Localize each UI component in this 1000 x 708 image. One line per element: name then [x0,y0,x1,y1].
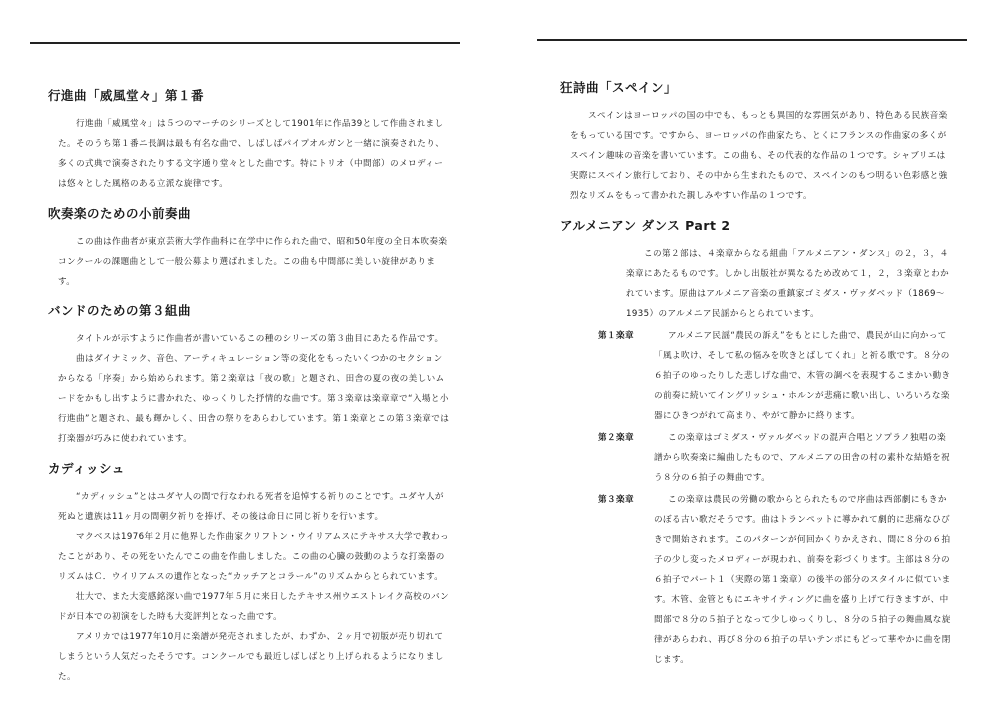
section-third-suite [44,301,454,449]
section-kaddish [44,459,454,687]
section-title: 行進曲「威風堂々」第１番 [48,88,205,103]
movement-label: 第３楽章 [598,495,634,505]
section-title: バンドのための第３組曲 [48,303,192,318]
movement-3 [556,490,956,670]
armenian-intro: この第２部は、４楽章からなる組曲「アルメニアン・ダンス」の２，３，４楽章にあたるものです。しかし出版社が異なるため改めて１，２，３楽章とわかれています。原曲はアルメニア音楽の重鎮家ゴミダス・ヴァダベッド（1869～1935）のアルメニア民謡からとられています。 [626,249,950,319]
section-title: アルメニアン ダンス Part 2 [560,218,731,233]
movement-text: アルメニア民謡“農民の訴え”をもとにした曲で、農民が山に向かって「風よ吹け、そして私の悩みを吹きとばしてくれ」と祈る歌です。８分の６拍子のゆったりした悲しげな曲で、木管の調べを表現するこまかい動きの前奏に続いてイングリッシュ・ホルンが悲痛に歌い出し、いろいろな楽器にひきつがれて高まり、やがて静かに終ります。 [654,331,951,421]
movement-2 [556,428,956,488]
section-paragraph: スペインはヨーロッパの国の中でも、もっとも異国的な雰囲気があり、特色ある民族音楽をもっている国です。ですから、ヨーロッパの作曲家たち、とくにフランスの作曲家の多くがスペイン趣味の音楽を書いています。この曲も、その代表的な作品の１つです。シャブリエは実際にスペイン旅行しており、その中から生まれたもので、スペインのもつ明るい色彩感と強烈なリズムをもって書かれた親しみやすい作品の１つです。 [570,111,948,201]
movement-text: この楽章は農民の労働の歌からとられたもので序曲は西部劇にもきかのぼる古い歌だそうです。曲はトランペットに導かれて劇的に悲痛なひびきで開始されます。このパターンが何回かくりかえされ、間に８分の６拍子の少し変ったメロディーが現われ、前奏を彩づくります。主部は８分の６拍子でパート１（実際の第１楽章）の後半の部分のスタイルに似ています。木管、金管ともにエキサイティングに曲を盛り上げて行きますが、中間部で８分の５拍子となって少しゆっくりし、８分の５拍子の舞曲風な旋律があらわれ、再び８分の６拍子の早いテンポにもどって華やかに曲を閉じます。 [654,495,951,665]
section-paragraph: 曲はダイナミック、音色、アーティキュレーション等の変化をもったいくつかのセクションからなる「序奏」から始められます。第２楽章は「夜の歌」と題され、田舎の夏の夜の美しいムードをかもし出すように書かれた、ゆっくりした抒情的な曲です。第３楽章は楽章章で“入場と小行進曲”と題され、最も輝かしく、田舎の祭りをあらわしています。第１楽章とこの第３楽章では打楽器が巧みに使われています。 [58,354,450,444]
left-column [44,86,454,697]
section-espana [556,78,956,206]
right-column [556,78,956,680]
movement-label: 第１楽章 [598,331,634,341]
section-paragraph: アメリカでは1977年10月に楽譜が発売されましたが、わずか、２ヶ月で初版が売り切れてしまうという人気だったそうです。コンクールでも最近しばしばとり上げられるようになりました。 [58,632,444,682]
header-rule-right [537,39,967,41]
movement-text: この楽章はゴミダス・ヴァルダベッドの混声合唱とソプラノ独唱の楽譜から吹奏楽に編曲したもので、アルメニアの田舎の村の素朴な結婚を祝う８分の６拍子の舞曲です。 [654,433,951,483]
movement-label: 第２楽章 [598,433,634,443]
section-paragraph: “カディッシュ”とはユダヤ人の間で行なわれる死者を追悼する祈りのことです。ユダヤ人が死ぬと遺族は11ヶ月の間朝夕祈りを捧げ、その後は命日に同じ祈りを行います。 [58,492,444,522]
section-little-prelude [44,204,454,292]
section-pomp-and-circumstance [44,86,454,194]
section-paragraph: 壮大で、また大変感銘深い曲で1977年５月に来日したテキサス州ウエストレイク高校のバンドが日本での初演をした時も大変評判となった曲です。 [58,592,450,622]
section-title: 吹奏楽のための小前奏曲 [48,206,192,221]
movement-1 [556,326,956,426]
section-paragraph: マクベスは1976年２月に他界した作曲家クリフトン・ウイリアムスにテキサス大学で教わったことがあり、その死をいたんでこの曲を作曲しました。この曲の心臓の鼓動のような打楽器のリズムはＣ．ウイリアムスの遺作となった“カッチアとコラール”のリズムからとられています。 [58,532,449,582]
header-rule-left [30,42,460,44]
section-title: カディッシュ [48,461,125,476]
section-paragraph: タイトルが示すように作曲者が書いているこの種のシリーズの第３曲目にあたる作品です。 [76,334,444,344]
section-paragraph: 行進曲「威風堂々」は５つのマーチのシリーズとして1901年に作品39として作曲されました。そのうち第１番ニ長調は最も有名な曲で、しばしばパイプオルガンと一緒に演奏されたり、多くの式典で演奏されたりする文字通り堂々とした曲です。特にトリオ（中間部）のメロディーは悠々とした風格のある立派な旋律です。 [58,119,445,189]
section-armenian-dances [556,216,956,670]
section-title: 狂詩曲「スペイン」 [560,80,678,95]
section-paragraph: この曲は作曲者が東京芸術大学作曲科に在学中に作られた曲で、昭和50年度の全日本吹奏楽コンクールの課題曲として一般公募より選ばれました。この曲も中間部に美しい旋律がありま す。 [58,237,448,287]
